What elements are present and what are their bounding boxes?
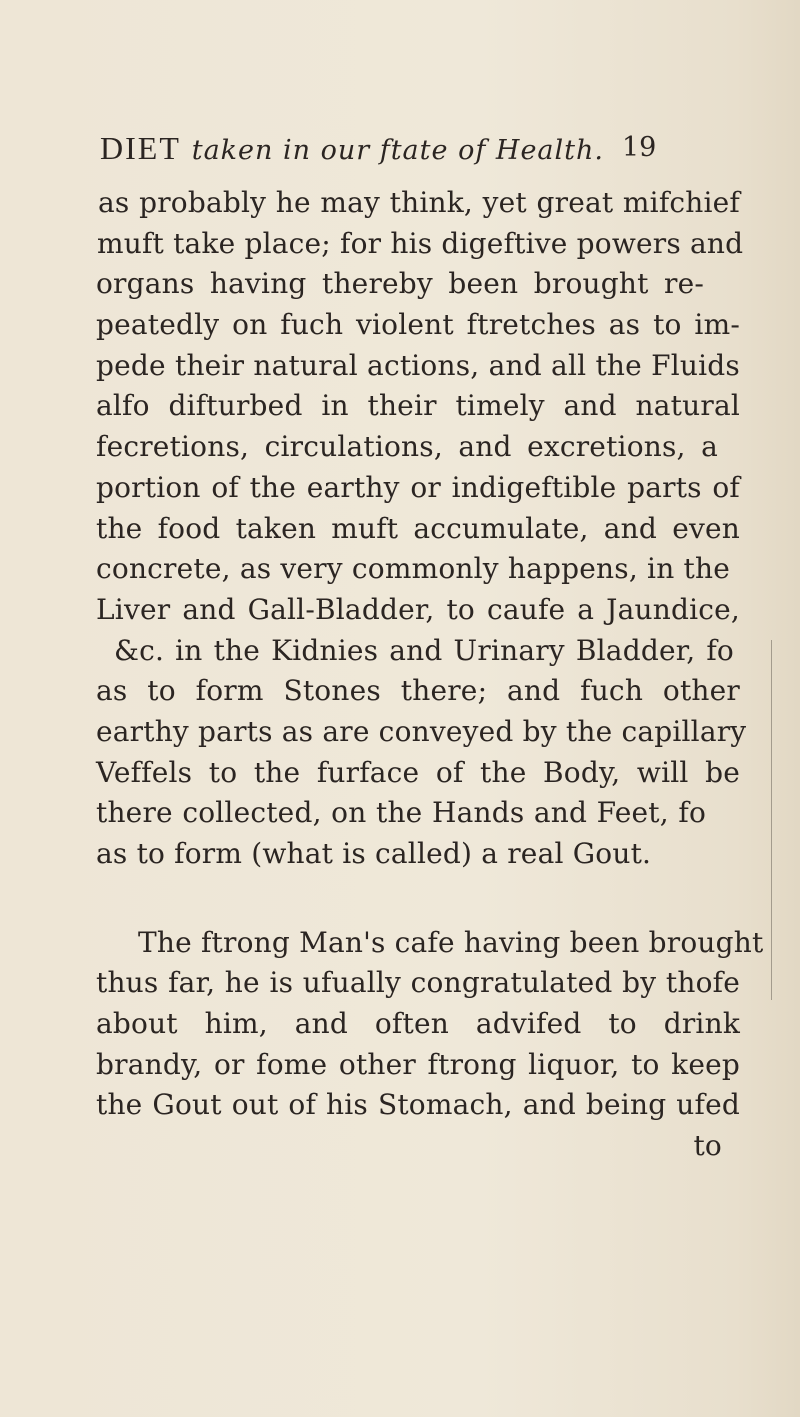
running-title bbox=[100, 130, 604, 167]
text-line: thus far, he is ufually congratulated by thofe bbox=[96, 966, 740, 1000]
running-title-caps: DIET bbox=[100, 130, 181, 166]
text-line: portion of the earthy or indigeftible parts of bbox=[96, 470, 740, 504]
text-line: pede their natural actions, and all the Fluids bbox=[96, 348, 740, 382]
text-line: organs having thereby been brought re- bbox=[96, 267, 704, 301]
text-line: the Gout out of his Stomach, and being ufed bbox=[96, 1088, 740, 1122]
running-title-italic: taken in our ftate of Health. bbox=[191, 135, 604, 166]
text-line: alfo difturbed in their timely and natural bbox=[96, 389, 740, 423]
body-text bbox=[96, 183, 764, 1167]
text-line: as to form (what is called) a real Gout. bbox=[96, 837, 652, 870]
text-line: peatedly on fuch violent ftretches as to im- bbox=[96, 308, 740, 342]
text-line: the food taken muft accumulate, and even bbox=[96, 511, 740, 545]
paragraph-gap bbox=[100, 875, 740, 923]
text-line: &c. in the Kidnies and Urinary Bladder, fo bbox=[114, 633, 734, 667]
text-line: muft take place; for his digeftive powers and bbox=[97, 226, 744, 260]
text-line: about him, and often advifed to drink bbox=[96, 1007, 740, 1041]
text-line: Liver and Gall-Bladder, to caufe a Jaundice, bbox=[96, 592, 740, 626]
running-header bbox=[100, 130, 740, 170]
text-line: there collected, on the Hands and Feet, fo bbox=[96, 796, 706, 830]
text-line: concrete, as very commonly happens, in the bbox=[96, 552, 730, 586]
text-line: earthy parts as are conveyed by the capillary bbox=[96, 714, 747, 748]
paragraph-1 bbox=[96, 183, 747, 875]
catchword: to bbox=[693, 1129, 722, 1163]
paragraph-2 bbox=[96, 923, 764, 1167]
text-line: fecretions, circulations, and excretions, a bbox=[96, 430, 718, 464]
text-line: The ftrong Man's cafe having been brought bbox=[138, 925, 764, 959]
text-line: as probably he may think, yet great mifchief bbox=[98, 186, 740, 219]
text-line: Veffels to the furface of the Body, will be bbox=[96, 755, 740, 789]
text-line: brandy, or fome other ftrong liquor, to keep bbox=[96, 1047, 740, 1081]
page-number: 19 bbox=[622, 132, 657, 163]
page-edge-line bbox=[771, 640, 772, 1000]
text-line: as to form Stones there; and fuch other bbox=[96, 674, 740, 708]
